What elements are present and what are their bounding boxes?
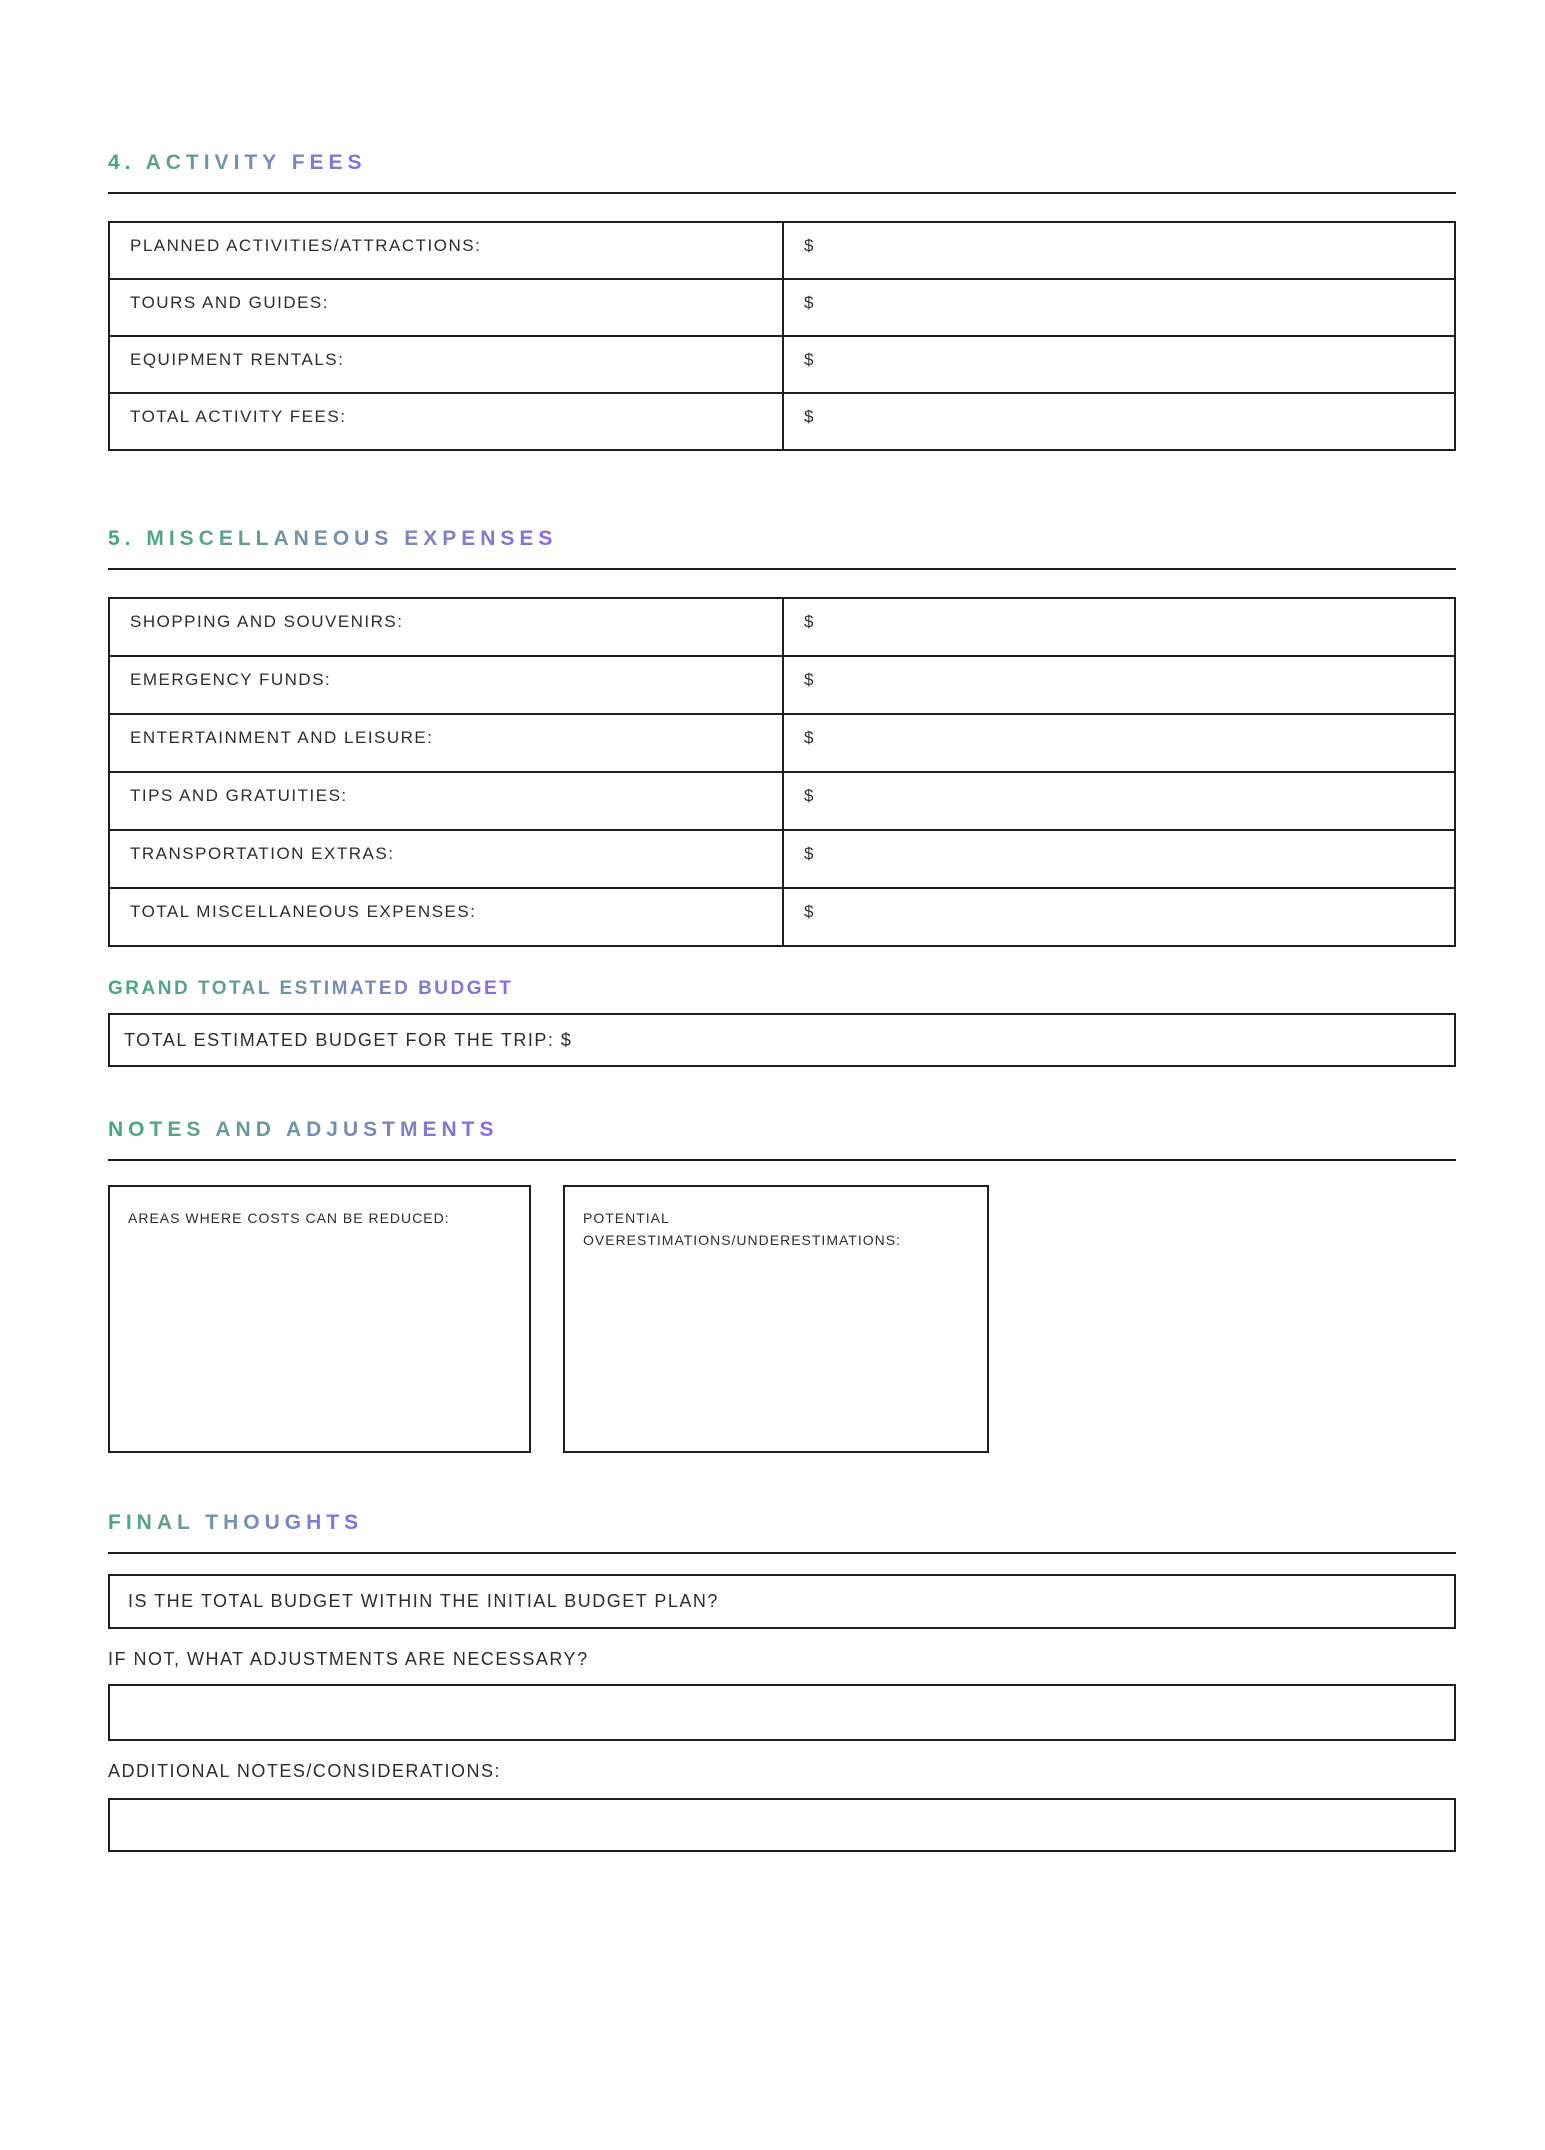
additional-notes-box[interactable] — [108, 1798, 1456, 1852]
adjustments-answer-box[interactable] — [108, 1684, 1456, 1741]
table-row — [110, 887, 1454, 945]
section-heading-activity-fees: 4. ACTIVITY FEES — [108, 151, 367, 174]
table-row — [110, 223, 1454, 278]
section-heading-final-thoughts: FINAL THOUGHTS — [108, 1511, 364, 1534]
misc-expenses-table — [108, 597, 1456, 947]
budget-within-plan-field[interactable] — [108, 1574, 1456, 1629]
additional-notes-label: ADDITIONAL NOTES/CONSIDERATIONS: — [108, 1761, 502, 1781]
table-row — [110, 278, 1454, 335]
table-row — [110, 392, 1454, 449]
row-value-cell[interactable]: $ — [782, 831, 1454, 887]
section-heading-grand-total: GRAND TOTAL ESTIMATED BUDGET — [108, 978, 514, 999]
row-label: ENTERTAINMENT AND LEISURE: — [130, 728, 434, 747]
row-label: EMERGENCY FUNDS: — [130, 670, 332, 689]
row-value-cell[interactable]: $ — [782, 280, 1454, 335]
row-value-cell[interactable]: $ — [782, 715, 1454, 771]
table-row — [110, 335, 1454, 392]
table-row — [110, 829, 1454, 887]
planner-page — [0, 150, 1545, 2150]
row-label: PLANNED ACTIVITIES/ATTRACTIONS: — [130, 236, 482, 255]
heading-rule — [108, 192, 1456, 194]
row-label: TIPS AND GRATUITIES: — [130, 786, 348, 805]
adjustments-question-label: IF NOT, WHAT ADJUSTMENTS ARE NECESSARY? — [108, 1649, 589, 1669]
activity-fees-table — [108, 221, 1456, 451]
row-label: TRANSPORTATION EXTRAS: — [130, 844, 395, 863]
heading-rule — [108, 1159, 1456, 1161]
row-label: EQUIPMENT RENTALS: — [130, 350, 345, 369]
over-under-estimations-label: POTENTIAL OVERESTIMATIONS/UNDERESTIMATIONS: — [583, 1210, 901, 1249]
row-value-cell[interactable]: $ — [782, 223, 1454, 278]
row-label: TOURS AND GUIDES: — [130, 293, 329, 312]
heading-rule — [108, 1552, 1456, 1554]
grand-total-field-label: TOTAL ESTIMATED BUDGET FOR THE TRIP: $ — [124, 1029, 573, 1050]
cost-reduction-notes-label: AREAS WHERE COSTS CAN BE REDUCED: — [128, 1210, 450, 1226]
row-value-cell[interactable]: $ — [782, 337, 1454, 392]
row-value-cell[interactable]: $ — [782, 394, 1454, 449]
row-label: TOTAL ACTIVITY FEES: — [130, 407, 347, 426]
table-row — [110, 713, 1454, 771]
section-heading-misc-expenses: 5. MISCELLANEOUS EXPENSES — [108, 527, 558, 550]
row-label: SHOPPING AND SOUVENIRS: — [130, 612, 404, 631]
row-label: TOTAL MISCELLANEOUS EXPENSES: — [130, 902, 477, 921]
grand-total-field[interactable] — [108, 1013, 1456, 1067]
row-value-cell[interactable]: $ — [782, 599, 1454, 655]
table-row — [110, 599, 1454, 655]
table-row — [110, 655, 1454, 713]
budget-within-plan-label: IS THE TOTAL BUDGET WITHIN THE INITIAL BUDGET PLAN? — [128, 1591, 719, 1611]
heading-rule — [108, 568, 1456, 570]
over-under-estimations-box[interactable] — [563, 1185, 989, 1453]
row-value-cell[interactable]: $ — [782, 773, 1454, 829]
row-value-cell[interactable]: $ — [782, 889, 1454, 945]
cost-reduction-notes-box[interactable] — [108, 1185, 531, 1453]
section-heading-notes-adjustments: NOTES AND ADJUSTMENTS — [108, 1118, 499, 1141]
table-row — [110, 771, 1454, 829]
row-value-cell[interactable]: $ — [782, 657, 1454, 713]
